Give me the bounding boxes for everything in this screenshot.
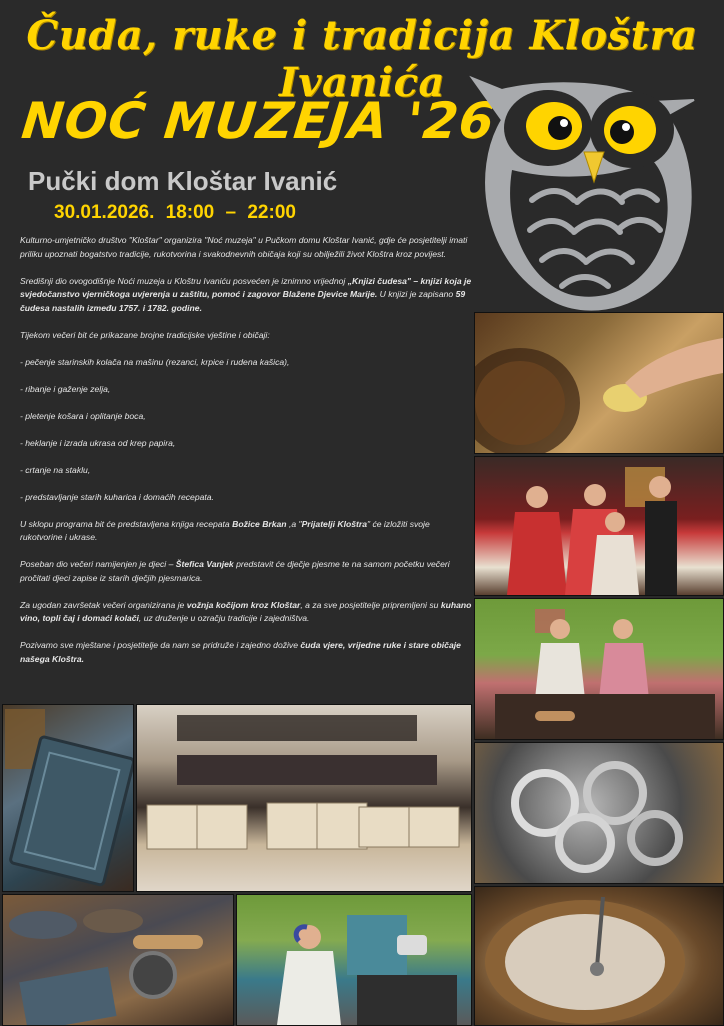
list-item: - pečenje starinskih kolača na mašinu (rezanci, krpice i rudena kašica), (20, 356, 290, 367)
program-intro: Tijekom večeri bit će prikazane brojne tradicijske vještine i običaji: (20, 329, 270, 340)
book-text-4: 59 čudesa nastalih između 1757. i 1782. godine. (20, 289, 466, 313)
photo-dough-kneading (474, 312, 724, 454)
children-host: Štefica Vanjek (175, 559, 234, 569)
children-text-2: predstavit će dječje pjesme te na samom početku večeri pročitati djeci zapise iz starih dječjih pjesmarica. (20, 559, 450, 583)
closing-paragraph (20, 599, 472, 626)
kitchen-graphic (475, 599, 723, 739)
recipe-group: Prijatelji Kloštra (301, 518, 367, 529)
molds-graphic (475, 743, 723, 883)
invitation-text-1: Pozivamo sve mještane i posjetitelje da nam se pridruže i zajedno dožive (20, 640, 301, 650)
recipe-text-3: " će izložiti svoje rukotvorine i ukrase. (20, 518, 430, 542)
closing-text-1: Za ugodan završetak večeri organizirana je (20, 599, 187, 610)
recipe-book-paragraph (20, 518, 472, 545)
wooden-bowl-graphic (475, 887, 723, 1025)
photo-book-of-miracles (136, 704, 472, 892)
children-text-1: Poseban dio večeri namijenjen je djeci – (20, 559, 176, 569)
refreshments: kuhano vino, topli čaj i domaći kolači (20, 599, 472, 623)
book-cover-graphic (3, 705, 133, 891)
photo-cake-molds (474, 742, 724, 884)
event-datetime: 30.01.2026. 18:00 – 22:00 (54, 202, 296, 223)
venue-name: Pučki dom Kloštar Ivanić (28, 166, 338, 196)
recipe-author: Božice Brkan (232, 518, 287, 529)
closing-text-3: , uz druženje u ozračju tradicije i zajedništva. (138, 613, 310, 623)
invitation-text-2: čuda vjere, vrijedne ruke i stare običaje našega Kloštra. (20, 640, 461, 664)
dough-bowl-graphic (475, 313, 723, 453)
recipe-text-2: ,a " (286, 518, 302, 529)
photo-wooden-bowl (474, 886, 724, 1026)
list-item: - heklanje i izrada ukrasa od krep papira, (20, 437, 176, 448)
list-item: - pletenje košara i oplitanje boca, (20, 410, 146, 421)
recipe-text-1: U sklopu programa bit će predstavljena knjiga recepata (20, 518, 233, 529)
book-text-2: „Knjizi čudesa" – knjizi koja je svjedočanstvo vjerničkoga uvjerenja u zaštitu, pomoć i zagovor Blažene Djevice Marije. (20, 275, 472, 299)
folk-people-graphic (475, 457, 723, 595)
closing-text-2: , a za sve posjetitelje pripremljeni su (300, 599, 441, 610)
owl-icon (462, 60, 702, 322)
book-text-3: U knjizi je zapisano (377, 289, 456, 299)
event-description (20, 234, 472, 680)
photo-old-book-cover (2, 704, 134, 892)
photo-traditional-kitchen (474, 598, 724, 740)
carriage-ride: vožnja kočijom kroz Kloštar (186, 599, 301, 610)
photo-kitchen-utensils (2, 894, 234, 1026)
children-paragraph (20, 558, 472, 585)
event-title: NOĆ MUZEJA '26 (18, 92, 498, 150)
poster-top-title: Čuda, ruke i tradicija Kloštra Ivanića (26, 12, 698, 106)
list-item: - predstavljanje starih kuharica i domaćih recepata. (20, 491, 214, 502)
list-item: - crtanje na staklu, (20, 464, 91, 475)
photo-folk-costumes (474, 456, 724, 596)
stove-graphic (237, 895, 471, 1025)
utensils-graphic (3, 895, 233, 1025)
open-books-graphic (137, 705, 471, 891)
book-text-1: Središnji dio ovogodišnje Noći muzeja u Kloštru Ivaniću posvećen je iznimno vrijednoj (20, 275, 348, 286)
intro-paragraph: Kulturno-umjetničko društvo "Kloštar" organizira "Noć muzeja" u Pučkom domu Kloštar Ivanić, gdje će posjetitelji imati priliku upoznati bogatstvo tradicije, rukotvorina i svakodnevnih običaja koji su obilježili život Kloštra kroz povijest. (20, 235, 468, 259)
photo-woman-at-stove (236, 894, 472, 1026)
book-paragraph (20, 275, 472, 316)
invitation-paragraph (20, 639, 472, 666)
list-item: - ribanje i gaženje zelja, (20, 383, 111, 394)
